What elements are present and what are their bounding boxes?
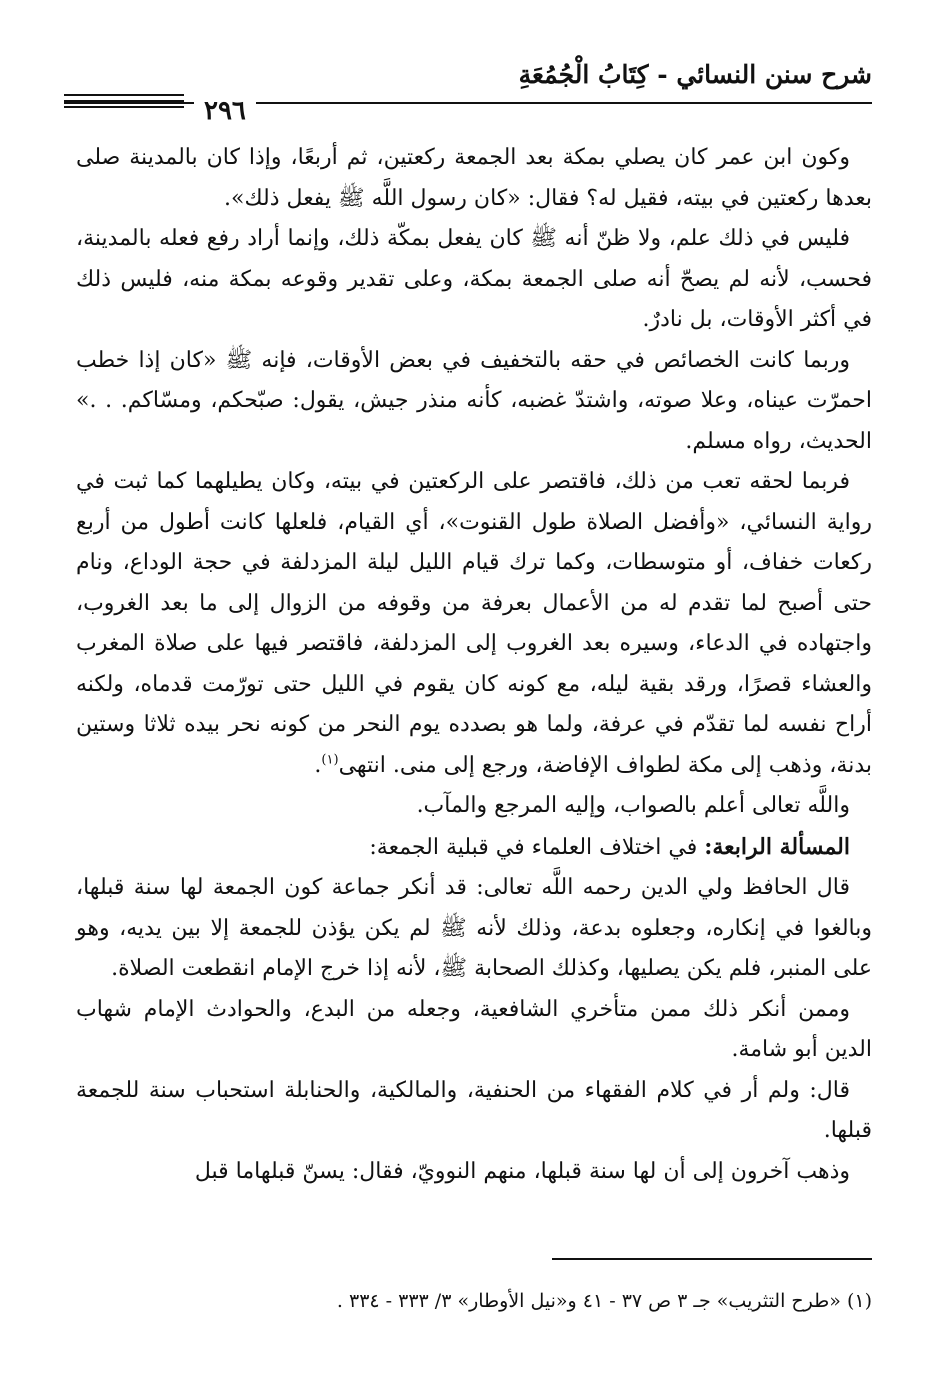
main-text [76, 138, 872, 1192]
paragraph: وربما كانت الخصائص في حقه بالتخفيف في بعض الأوقات، فإنه ﷺ «كان إذا خطب احمرّت عيناه، وعلا صوته، واشتدّ غضبه، كأنه منذر جيش، يقول: صبّحكم، ومسّاكم. . .» الحديث، رواه مسلم. [76, 347, 872, 454]
page-number: ٢٩٦ [194, 96, 256, 126]
footnote-rule [552, 1258, 872, 1260]
paragraph: وذهب آخرون إلى أن لها سنة قبلها، منهم النوويّ، فقال: يسنّ قبلهاما قبل [194, 1158, 850, 1184]
paragraph: فربما لحقه تعب من ذلك، فاقتصر على الركعتين في بيته، وكان يطيلهما كما ثبت في رواية النسائي، «وأفضل الصلاة طول القنوت»، أي القيام، فلعلها كانت أطول من أربع ركعات خفاف، أو متوسطات، وكما ترك قيام الليل ليلة المزدلفة في حجة الوداع، ونام حتى أصبح لما تقدم له من الأعمال بعرفة من وقوفه من الزوال إلى ما بعد الغروب، واجتهاده في الدعاء، وسيره بعد الغروب إلى المزدلفة، فاقتصر فيها على صلاة المغرب والعشاء قصرًا، ورقد بقية ليله، مع كونه كان يقوم في الليل حتى تورّمت قدماه، ولكنه أراح نفسه لما تقدّم في عرفة، ولما هو بصدده يوم النحر من كونه نحر بيده ثلاثا وستين بدنة، وذهب إلى مكة لطواف الإفاضة، ورجع إلى منى. انتهى$^{(١)}$. [76, 469, 872, 778]
paragraph: فليس في ذلك علم، ولا ظنّ أنه ﷺ كان يفعل بمكّة ذلك، وإنما أراد رفع فعله بالمدينة، فحسب، لأنه لم يصحّ أنه صلى الجمعة بمكة، وعلى تقدير وقوعه بمكة منه، فليس ذلك في أكثر الأوقات، بل نادرٌ. [76, 226, 872, 332]
issue-heading [76, 827, 872, 869]
issue-text: في اختلاف العلماء في قبلية الجمعة: [369, 834, 705, 860]
page-number-rules [64, 94, 184, 112]
running-title: شرح سنن النسائي - كِتَابُ الْجُمُعَةِ [518, 60, 872, 89]
paragraph: قال: ولم أر في كلام الفقهاء من الحنفية، والمالكية، والحنابلة استحباب سنة للجمعة قبلها. [76, 1077, 872, 1143]
header-rule [64, 102, 872, 104]
footnote: (١) «طرح التثريب» جـ ٣ ص ٣٧ - ٤١ و«نيل الأوطار» ٣/ ٣٣٣ - ٣٣٤ . [336, 1290, 872, 1312]
page-header [64, 58, 872, 130]
issue-label: المسألة الرابعة: [704, 833, 850, 860]
paragraph-text: فربما لحقه تعب من ذلك، فاقتصر على الركعتين في بيته، وكان يطيلهما كما ثبت في رواية النسائي، «وأفضل الصلاة طول القنوت»، أي القيام، فلعلها كانت أطول من أربع ركعات خفاف، أو متوسطات، وكما ترك قيام الليل ليلة المزدلفة في حجة الوداع، ونام حتى أصبح لما تقدم له من الأعمال بعرفة من وقوفه من الزوال إلى ما بعد الغروب، واجتهاده في الدعاء، وسيره بعد الغروب إلى المزدلفة، فاقتصر فيها على صلاة المغرب والعشاء قصرًا، ورقد بقية ليله، مع كونه كان يقوم في الليل حتى تورّمت قدماه، ولكنه أراح نفسه لما تقدّم في عرفة، ولما هو بصدده يوم النحر من كونه نحر بيده ثلاثا وستين بدنة، وذهب إلى مكة لطواف الإفاضة، ورجع إلى منى. انتهى [76, 469, 872, 778]
paragraph: قال الحافظ ولي الدين رحمه اللَّه تعالى: قد أنكر جماعة كون الجمعة لها سنة قبلها، وبالغوا في إنكاره، وجعلوه بدعة، وذلك لأنه ﷺ لم يكن يؤذن للجمعة إلا بين يديه، وهو على المنبر، فلم يكن يصليها، وكذلك الصحابة ﷺ، لأنه إذا خرج الإمام انقطعت الصلاة. [76, 875, 872, 981]
paragraph: واللَّه تعالى أعلم بالصواب، وإليه المرجع والمآب. [416, 793, 850, 818]
paragraph: وكون ابن عمر كان يصلي بمكة بعد الجمعة ركعتين، ثم أربعًا، وإذا كان بالمدينة صلى بعدها ركعتين في بيته، فقيل له؟ فقال: «كان رسول اللَّه ﷺ يفعل ذلك». [76, 145, 872, 211]
footnote-reference: (١) [321, 752, 339, 768]
paragraph: وممن أنكر ذلك ممن متأخري الشافعية، وجعله من البدع، والحوادث الإمام شهاب الدين أبو شامة. [76, 996, 872, 1062]
